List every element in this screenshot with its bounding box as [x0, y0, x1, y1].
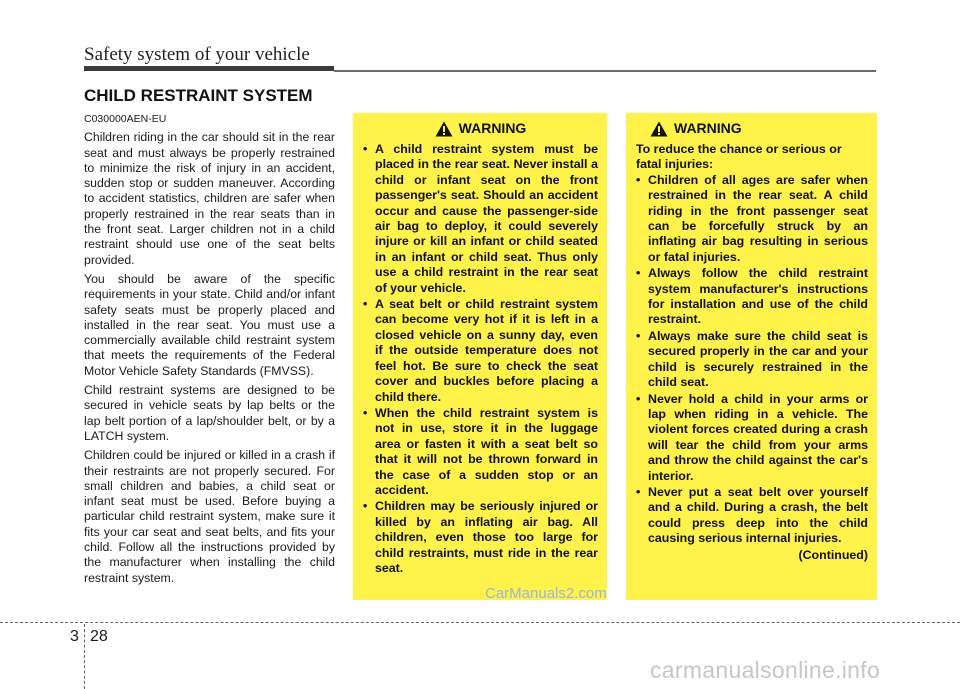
warning-item: • Always follow the child restraint system manufacturer's instructions for installation and use of the child restraint.	[636, 266, 868, 328]
warning-item: • When the child restraint system is not in use, store it in the luggage area or fasten it with a seat belt so that it will not be thrown forward in the case of a sudden stop or an accident.	[363, 406, 598, 498]
header-rule-thin	[334, 70, 876, 72]
paragraph: You should be aware of the specific requirements in your state. Child and/or infant safety seats must be properly placed and installed in the rear seat. You must use a commercially available child restraint system that meets the requirements of the Federal Motor Vehicle Safety Standards (FMVSS).	[84, 271, 335, 378]
warning-heading	[363, 121, 598, 137]
header-rule-thick	[84, 66, 334, 71]
body-text-column	[84, 112, 335, 590]
warning-item: • Children may be seriously injured or killed by an inflating air bag. All children, even those too large for child restraints, must ride in the rear seat.	[363, 499, 598, 576]
paragraph: Children riding in the car should sit in the rear seat and must always be properly restrained to minimize the risk of injury in an accident, sudden stop or sudden maneuver. According to accident statistics, children are safer when properly restrained in the rear seats than in the front seat. Larger children not in a child restraint should use one of the seat belts provided.	[84, 130, 335, 267]
warning-triangle-icon	[435, 121, 453, 137]
page-number: 28	[90, 628, 108, 645]
warning-item: • Never put a seat belt over yourself and a child. During a crash, the belt could press deep into the child causing serious internal injuries.	[636, 485, 868, 547]
warning-box-2	[626, 113, 877, 600]
continued-label: (Continued)	[798, 547, 868, 562]
site-watermark: carmanualsonline.info	[650, 657, 881, 683]
paragraph: Children could be injured or killed in a crash if their restraints are not properly secured. For small children and babies, a child seat or infant seat must be used. Before buying a particular child restraint system, make sure it fits your car seat and seat belts, and fits your child. Follow all the instructions provided by the manufacturer when installing the child restraint system.	[84, 448, 335, 585]
warning-item: • Never hold a child in your arms or lap when riding in a vehicle. The violent forces created during a crash will tear the child from your arms and throw the child against the car's interior.	[636, 392, 868, 484]
footer-divider	[84, 624, 85, 689]
warning-triangle-icon	[650, 121, 668, 137]
warning-list	[636, 173, 868, 547]
warning-heading	[636, 121, 868, 137]
chapter-number: 3	[70, 628, 79, 645]
warning-item: • Always make sure the child seat is secured properly in the car and your child is securely restrained in the child seat.	[636, 329, 868, 391]
warning-item: • A child restraint system must be placed in the rear seat. Never install a child or infant seat on the front passenger's seat. Should an accident occur and cause the passenger-side air bag to deploy, it could severely injure or kill an infant or child seated in an infant or child seat. Thus only use a child restraint in the rear seat of your vehicle.	[363, 142, 598, 296]
warning-intro: To reduce the chance or serious or fatal injuries:	[636, 142, 842, 172]
warning-item: • Children of all ages are safer when restrained in the rear seat. A child riding in the front passenger seat can be forcefully struck by an inflating air bag resulting in serious or fatal injuries.	[636, 173, 868, 265]
page-header-title: Safety system of your vehicle	[84, 44, 310, 65]
reference-code: C030000AEN-EU	[84, 113, 167, 125]
paragraph: Child restraint systems are designed to be secured in vehicle seats by lap belts or the lap belt portion of a lap/shoulder belt, or by a LATCH system.	[84, 383, 335, 443]
warning-box-1	[353, 113, 607, 600]
section-title: CHILD RESTRAINT SYSTEM	[84, 86, 313, 105]
warning-list	[363, 142, 598, 576]
warning-item: • A seat belt or child restraint system can become very hot if it is left in a closed vehicle on a sunny day, even if the outside temperature does not feel hot. Be sure to check the seat cover and buckles before placing a child there.	[363, 297, 598, 405]
watermark-text: CarManuals2.com	[485, 585, 607, 602]
warning-heading-text: WARNING	[674, 120, 742, 137]
warning-heading-text: WARNING	[458, 120, 527, 137]
footer-rule	[0, 622, 960, 623]
